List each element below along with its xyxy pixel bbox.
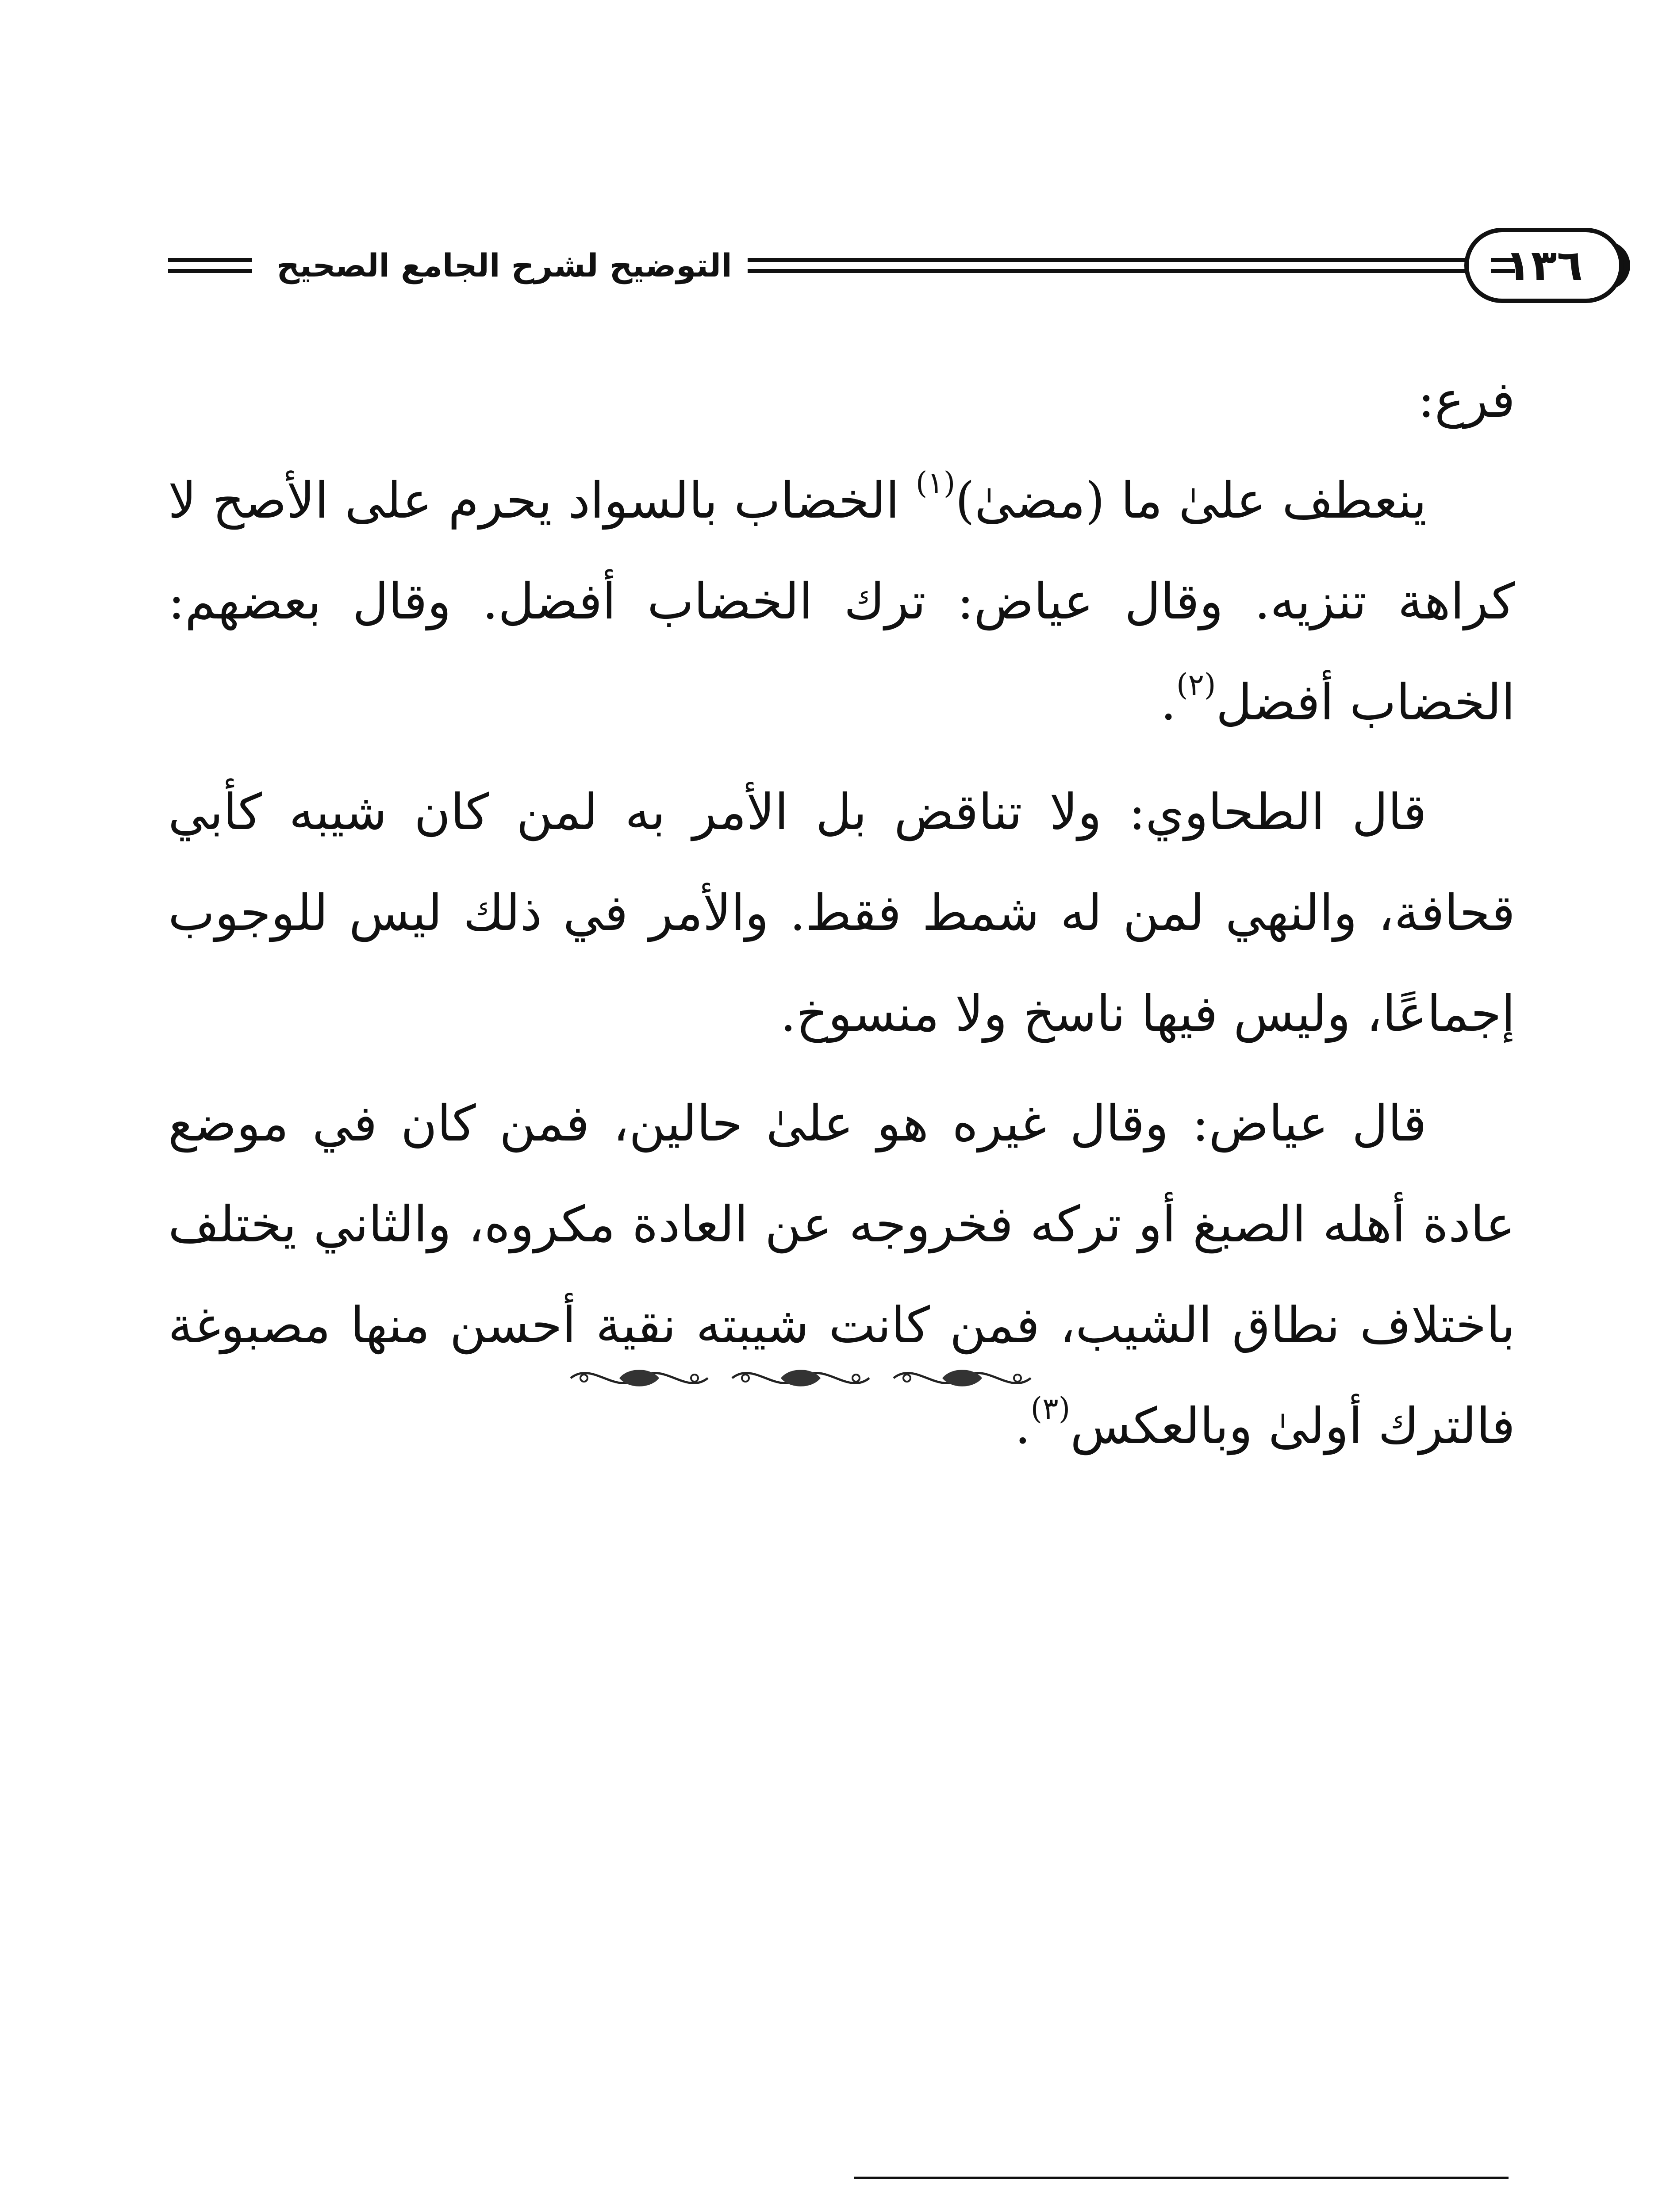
body-paragraph (168, 450, 1515, 753)
paragraph-text: ينعطف علىٰ ما (مضىٰ) (955, 472, 1427, 530)
header-rule-middle (748, 258, 1469, 273)
paragraph-text: قال الطحاوي: ولا تناقض بل الأمر به لمن كان شيبه كأبي قحافة، والنهي لمن له شمط فقط. والأمر في ذلك ليس للوجوب إجماعًا، وليس فيها ناسخ ولا منسوخ. (168, 783, 1515, 1043)
section-divider-ornament (566, 1354, 1035, 1402)
footnote-ref: (١) (915, 466, 956, 501)
paragraph-text: . (1160, 674, 1176, 731)
paragraph-text: الخضاب بالسواد يحرم على الأصح لا كراهة تنزيه. وقال عياض: ترك الخضاب أفضل. وقال بعضهم: الخضاب أفضل (168, 472, 1515, 731)
floral-divider-icon (566, 1358, 712, 1398)
header-rule-right (1491, 258, 1515, 273)
body-paragraph (168, 1073, 1515, 1477)
floral-divider-icon (728, 1358, 874, 1398)
footnote-number (1438, 2208, 1509, 2212)
footnote-ref: (٣) (1030, 1391, 1071, 1426)
header-rule-left (168, 258, 252, 273)
footnote-item (168, 2208, 1509, 2212)
footnote-separator (854, 2177, 1509, 2179)
floral-divider-icon (889, 1358, 1035, 1398)
main-text (168, 349, 1515, 1486)
section-subheading: فرع: (1418, 371, 1515, 429)
paragraph-text: قال عياض: وقال غيره هو علىٰ حالين، فمن كان في موضع عادة أهله الصبغ أو تركه فخروجه عن العادة مكروه، والثاني يختلف باختلاف نطاق الشيب، فمن كانت شيبته نقية أحسن منها مصبوغة فالترك أولىٰ وبالعكس (168, 1095, 1515, 1455)
running-header (168, 221, 1583, 310)
footnote-text (1161, 2208, 1438, 2212)
paragraph-list (168, 450, 1515, 1477)
running-title: التوضيح لشرح الجامع الصحيح (276, 247, 732, 284)
footnotes (168, 2208, 1509, 2212)
body-paragraph (168, 762, 1515, 1064)
footnote-ref: (٢) (1176, 668, 1216, 703)
page-number: ١٣٦ (1464, 228, 1624, 303)
paragraph-text: . (1015, 1398, 1031, 1455)
